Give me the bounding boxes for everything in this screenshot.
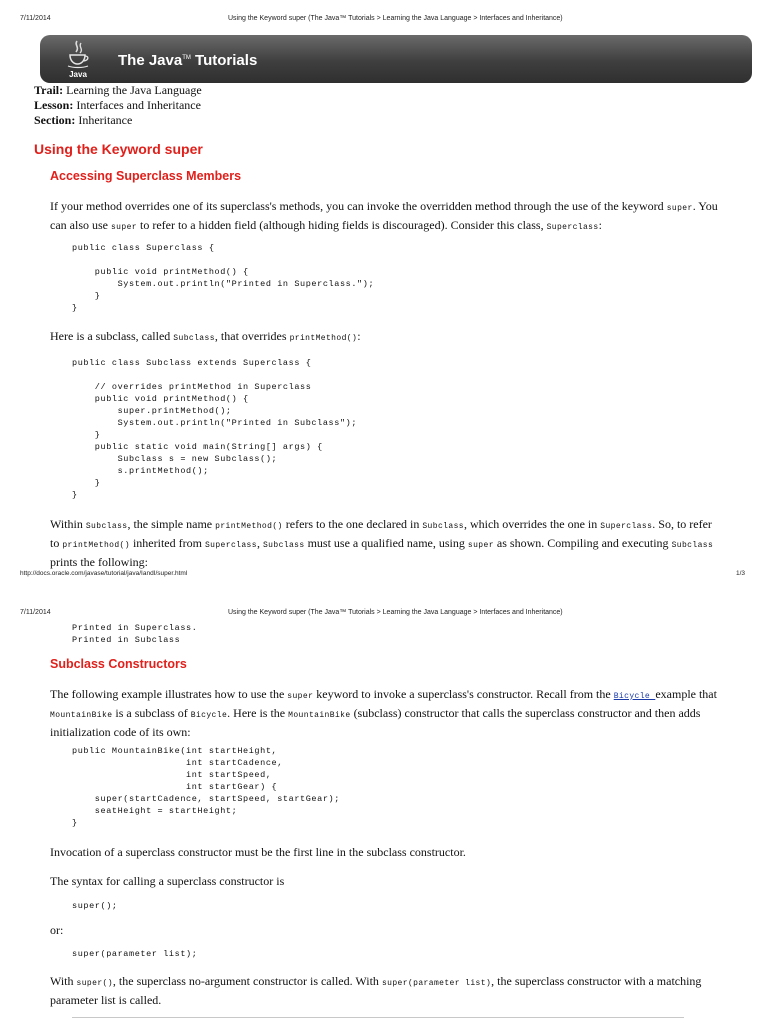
paragraph-or: or: xyxy=(50,923,64,937)
bicycle-link[interactable]: Bicycle xyxy=(613,692,656,701)
code-subclass: public class Subclass extends Superclass { // overrides printMethod in Superclass public void printMethod() { super.printMethod(); System.out.println("Printed in Subclass"); } public static void main(String[] args) { Subclass s = new Subclass(); s.printMethod(); } } xyxy=(72,358,358,500)
paragraph-constructor-example: The following example illustrates how to use the super keyword to invoke a superclass's constructor. Recall from the Bicycle example that MountainBike is a subclass of Bicycle. Here is the MountainBike (subclass) constructor that calls the superclass constructor and then adds initialization code of its own: xyxy=(50,687,717,739)
code-super-noarg: super(); xyxy=(72,901,118,911)
section-line: Section: Inheritance xyxy=(34,113,133,127)
print-date: 7/11/2014 xyxy=(20,15,51,22)
lesson-link[interactable]: Interfaces and Inheritance xyxy=(76,98,201,112)
code-super-params: super(parameter list); xyxy=(72,949,198,959)
heading-subclass-constructors: Subclass Constructors xyxy=(50,657,187,671)
code-output: Printed in Superclass. Printed in Subclass xyxy=(72,623,198,645)
code-mountainbike-constructor: public MountainBike(int startHeight, int startCadence, int startSpeed, int startGear) { super(startCadence, startSpeed, startGear); seatHeight = startHeight; } xyxy=(72,746,340,828)
bottom-divider xyxy=(72,1017,684,1018)
section-link[interactable]: Inheritance xyxy=(78,113,133,127)
paragraph-with-super: With super(), the superclass no-argument constructor is called. With super(parameter list), the superclass constructor with a matching parameter list is called. xyxy=(50,974,702,1007)
print-date-page-2: 7/11/2014 xyxy=(20,609,51,616)
print-page-number: 1/3 xyxy=(736,570,746,577)
page-title: Using the Keyword super xyxy=(34,141,203,157)
print-page-title-page-2: Using the Keyword super (The Java™ Tutorials > Learning the Java Language > Interfaces and Inheritance) xyxy=(228,609,563,616)
tutorial-banner xyxy=(40,35,752,83)
trail-line: Trail: Learning the Java Language xyxy=(34,83,202,97)
lesson-line: Lesson: Interfaces and Inheritance xyxy=(34,98,201,112)
banner-title: The Java™ Tutorials xyxy=(118,52,258,69)
print-page-title: Using the Keyword super (The Java™ Tutorials > Learning the Java Language > Interfaces and Inheritance) xyxy=(228,15,563,22)
paragraph-invocation-rule: Invocation of a superclass constructor must be the first line in the subclass constructor. xyxy=(50,845,466,859)
code-superclass: public class Superclass { public void printMethod() { System.out.println("Printed in Superclass."); } } xyxy=(72,243,375,313)
paragraph-within-subclass: Within Subclass, the simple name printMethod() refers to the one declared in Subclass, which overrides the one in Superclass. So, to refer to printMethod() inherited from Superclass, Subclass must use a qualified name, using super as shown. Compiling and executing Subclass prints the following: xyxy=(50,517,714,569)
print-footer-url: http://docs.oracle.com/javase/tutorial/java/IandI/super.html xyxy=(20,570,188,577)
trail-link[interactable]: Learning the Java Language xyxy=(66,83,202,97)
heading-accessing-superclass-members: Accessing Superclass Members xyxy=(50,169,242,183)
paragraph-intro: If your method overrides one of its superclass's methods, you can invoke the overridden method through the use of the keyword super. You can also use super to refer to a hidden field (although hiding fields is discouraged). Consider this class, Superclass: xyxy=(50,199,718,232)
paragraph-subclass: Here is a subclass, called Subclass, that overrides printMethod(): xyxy=(50,329,361,343)
svg-text:Java: Java xyxy=(69,70,87,79)
java-cup-logo-icon xyxy=(64,39,92,79)
paragraph-syntax: The syntax for calling a superclass constructor is xyxy=(50,874,285,888)
